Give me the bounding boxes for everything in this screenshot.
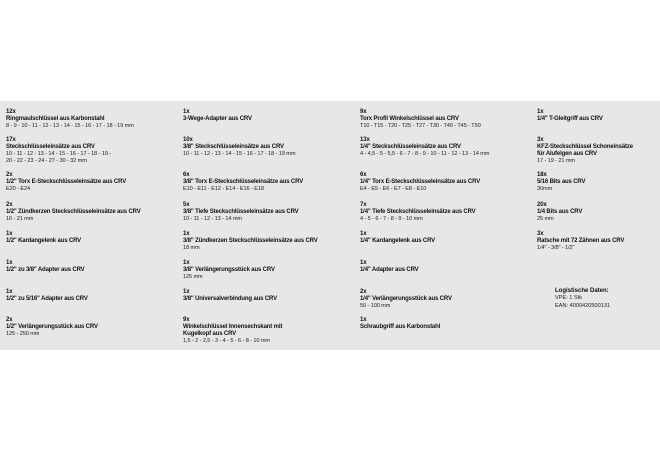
item-spec: 8 - 9 - 10 - 11 - 12 - 13 - 14 - 15 - 16 - 17 - 18 - 19 mm (6, 123, 134, 129)
item-spec: 1,5 - 2 - 2,5 - 3 - 4 - 5 - 6 - 8 - 10 mm (183, 338, 270, 344)
item-quantity: 1x (183, 260, 190, 266)
item-quantity: 2x (6, 202, 13, 208)
list-item (183, 289, 358, 303)
item-title: 3/8" Tiefe Steckschlüsseleinsätze aus CRV (183, 209, 299, 215)
list-item (183, 137, 358, 158)
item-spec: 10 - 11 - 12 - 13 - 14 - 15 - 16 - 17 - 18 - 19 mm (183, 151, 296, 157)
list-item (6, 202, 176, 223)
item-spec: E20 - E24 (6, 186, 30, 192)
item-quantity: 5x (183, 202, 190, 208)
item-spec: 1/4" - 3/8" - 1/2" (537, 245, 575, 251)
item-title: KFZ-Steckschlüssel Schoneinsätze für Alufelgen aus CRV (537, 144, 633, 157)
item-title: 1/4 Bits aus CRV (537, 209, 583, 215)
list-item (6, 260, 176, 274)
item-title: 1/2" Torx E-Steckschlüsseleinsätze aus CRV (6, 179, 127, 185)
item-quantity: 1x (360, 260, 367, 266)
list-item (360, 202, 535, 223)
item-spec: 4 - 5 - 6 - 7 - 8 - 9 - 10 mm (360, 216, 423, 222)
item-quantity: 12x (6, 109, 16, 115)
item-title: 1/4" Tiefe Steckschlüsseleinsätze aus CRV (360, 209, 476, 215)
item-quantity: 2x (360, 289, 367, 295)
item-spec: E4 - E5 - E6 - E7 - E8 - E10 (360, 186, 427, 192)
list-item (6, 137, 176, 165)
item-quantity: 1x (183, 231, 190, 237)
item-title: 1/2" Verlängerungsstück aus CRV (6, 324, 98, 330)
item-title: Ringmaulschlüssel aus Karbonstahl (6, 116, 105, 122)
item-quantity: 1x (360, 231, 367, 237)
item-title: 3/8" Zündkerzen Steckschlüsseleinsätze aus CRV (183, 238, 318, 244)
logistics-vpe: VPE: 1 Stk (555, 295, 583, 301)
item-spec: 18 mm (183, 245, 200, 251)
item-title: 3/8" Steckschlüsseleinsätze aus CRV (183, 144, 284, 150)
item-spec: 50 - 100 mm (360, 303, 391, 309)
item-quantity: 1x (360, 317, 367, 323)
item-quantity: 9x (360, 109, 367, 115)
list-item (360, 109, 535, 130)
item-quantity: 2x (6, 317, 13, 323)
item-title: 1/2" zu 3/8" Adapter aus CRV (6, 267, 85, 273)
list-item (183, 109, 358, 123)
list-item (537, 109, 659, 123)
item-spec: 30mm (537, 186, 553, 192)
item-title: 1/4" Kardangelenk aus CRV (360, 238, 436, 244)
item-quantity: 1x (6, 231, 13, 237)
item-spec: 10 - 11 - 12 - 13 - 14 mm (183, 216, 242, 222)
item-title: 3-Wege-Adapter aus CRV (183, 116, 252, 122)
list-item (360, 137, 535, 158)
item-spec: E10 - E11 - E12 - E14 - E16 - E18 (183, 186, 264, 192)
item-title: Torx Profil Winkelschlüssel aus CRV (360, 116, 459, 122)
item-quantity: 18x (537, 172, 547, 178)
item-title: Schraubgriff aus Karbonstahl (360, 324, 441, 330)
list-item (6, 317, 176, 338)
item-quantity: 6x (183, 172, 190, 178)
item-title: 1/4" Torx E-Steckschlüsseleinsätze aus CRV (360, 179, 481, 185)
item-quantity: 17x (6, 137, 16, 143)
logistics-ean: EAN: 4000420500131 (555, 302, 611, 309)
item-quantity: 1x (6, 289, 13, 295)
list-item (360, 289, 535, 310)
item-quantity: 3x (537, 231, 544, 237)
logistics-block (555, 287, 655, 310)
list-item (183, 202, 358, 223)
item-title: 1/2" zu 5/16" Adapter aus CRV (6, 296, 88, 302)
item-quantity: 7x (360, 202, 367, 208)
list-item (537, 172, 659, 193)
list-item (360, 317, 535, 331)
item-quantity: 1x (6, 260, 13, 266)
item-title: 1/4" T-Gleitgriff aus CRV (537, 116, 603, 122)
item-spec: 25 mm (537, 216, 554, 222)
item-spec: 125 - 250 mm (6, 331, 40, 337)
item-title: 3/8" Verlängerungsstück aus CRV (183, 267, 275, 273)
list-item (6, 109, 176, 130)
item-spec: T10 - T15 - T20 - T25 - T27 - T30 - T40 - T45 - T50 (360, 123, 481, 129)
item-title: 1/4" Adapter aus CRV (360, 267, 419, 273)
list-item (6, 172, 176, 193)
list-item (360, 172, 535, 193)
item-spec: 125 mm (183, 274, 203, 280)
list-item (183, 317, 358, 345)
item-title: 3/8" Universalverbindung aus CRV (183, 296, 277, 302)
list-item (537, 137, 659, 165)
item-title: 1/2" Zündkerzen Steckschlüsseleinsätze aus CRV (6, 209, 141, 215)
item-spec: 10 - 11 - 12 - 13 - 14 - 15 - 16 - 17 - 18 - 19 - 20 - 22 - 23 - 24 - 27 - 30 - 32 mm (6, 151, 112, 164)
item-quantity: 1x (183, 109, 190, 115)
item-quantity: 2x (6, 172, 13, 178)
list-item (537, 202, 659, 223)
item-spec: 4 - 4,5 - 5 - 5,5 - 6 - 7 - 8 - 9 - 10 - 11 - 12 - 13 - 14 mm (360, 151, 490, 157)
list-item (6, 231, 176, 245)
item-title: Winkelschlüssel Innensechskant mit Kugelkopf aus CRV (183, 324, 283, 337)
item-quantity: 9x (183, 317, 190, 323)
list-item (360, 231, 535, 245)
list-item (183, 172, 358, 193)
item-title: 1/4" Steckschlüsseleinsätze aus CRV (360, 144, 461, 150)
item-quantity: 10x (183, 137, 193, 143)
item-title: 3/8" Torx E-Steckschlüsseleinsätze aus CRV (183, 179, 304, 185)
logistics-title: Logistische Daten: (555, 288, 609, 294)
list-item (183, 260, 358, 281)
item-quantity: 1x (537, 109, 544, 115)
list-item (183, 231, 358, 252)
item-quantity: 3x (537, 137, 544, 143)
item-title: Ratsche mit 72 Zähnen aus CRV (537, 238, 625, 244)
list-item (360, 260, 535, 274)
item-quantity: 6x (360, 172, 367, 178)
item-title: 1/4" Verlängerungsstück aus CRV (360, 296, 452, 302)
list-item (537, 231, 659, 252)
item-spec: 16 - 21 mm (6, 216, 34, 222)
item-title: Steckschlüsseleinsätze aus CRV (6, 144, 95, 150)
item-quantity: 1x (183, 289, 190, 295)
item-quantity: 13x (360, 137, 370, 143)
item-quantity: 20x (537, 202, 547, 208)
item-title: 1/2" Kardangelenk aus CRV (6, 238, 82, 244)
list-item (6, 289, 176, 303)
item-title: 5/16 Bits aus CRV (537, 179, 586, 185)
item-spec: 17 - 19 - 21 mm (537, 158, 575, 164)
